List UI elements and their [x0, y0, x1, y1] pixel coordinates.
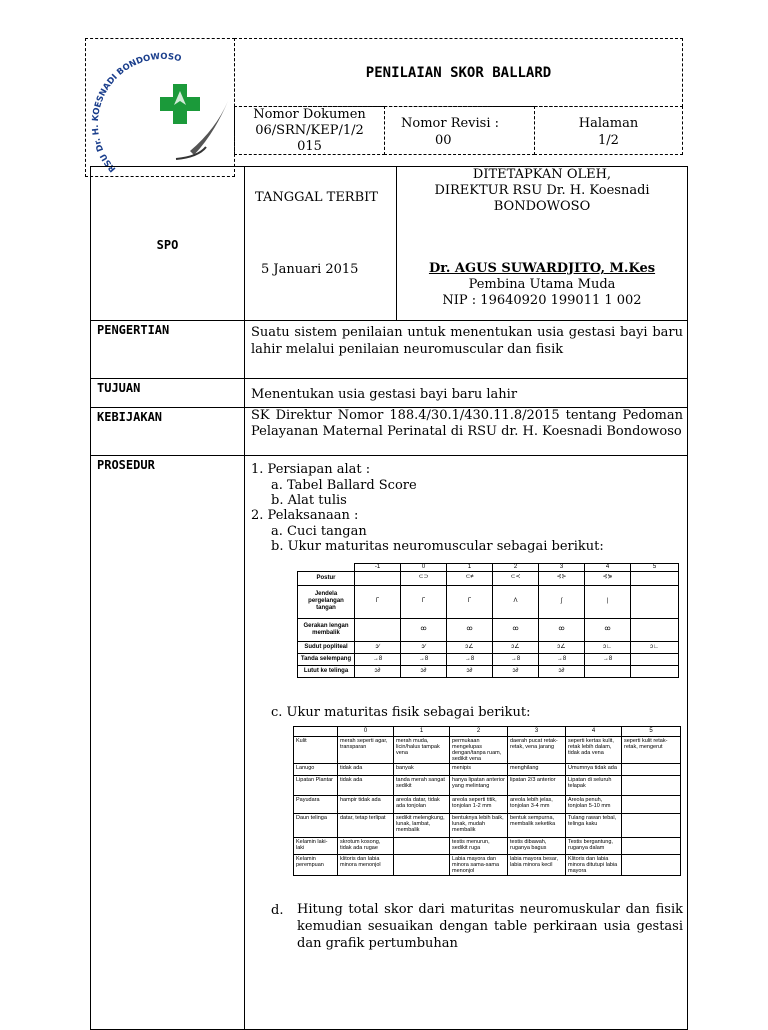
- fs-cell: [622, 814, 681, 838]
- fs-row-label: Kulit: [294, 737, 338, 764]
- popliteal-angle-icon: ↄ∕: [375, 643, 380, 650]
- arm-recoil-icon: ꝏ: [420, 626, 427, 633]
- doc-number-value-1: 06/SRN/KEP/1/2: [255, 123, 364, 138]
- fs-score-col: 5: [622, 727, 681, 737]
- wrist-angle-icon: Γ: [467, 598, 472, 605]
- heel-to-ear-icon: ↄ∂: [558, 667, 565, 674]
- tanggal-value: 5 Januari 2015: [261, 262, 359, 277]
- tujuan-text: Menentukan usia gestasi bayi baru lahir: [251, 387, 518, 402]
- scarf-sign-icon: →8: [602, 655, 613, 662]
- fs-cell: [622, 764, 681, 776]
- fs-cell: [622, 838, 681, 855]
- heel-to-ear-icon: ↄ∂: [512, 667, 519, 674]
- fs-cell: testis dibawah, ruganya bagus: [508, 838, 566, 855]
- kebijakan-label: KEBIJAKAN: [97, 410, 163, 424]
- fs-row-payudara: [294, 796, 681, 814]
- pengertian-label: PENGERTIAN: [97, 323, 170, 337]
- fs-cell: bentuknya lebih baik, lunak, mudah membalik: [450, 814, 508, 838]
- nm-row-lutut: [298, 665, 679, 677]
- fs-score-col: 4: [566, 727, 622, 737]
- nm-score-col: -1: [355, 564, 401, 572]
- arm-recoil-icon: ꝏ: [604, 626, 611, 633]
- fs-row-lanugo: [294, 764, 681, 776]
- prosedur-item-1a: a. Tabel Ballard Score: [271, 478, 417, 493]
- fs-row-plantar: [294, 776, 681, 796]
- revision-label: Nomor Revisi :: [401, 116, 500, 131]
- nm-row-postur: [298, 572, 679, 586]
- page-value: 1/2: [598, 133, 619, 148]
- fs-cell: Lipatan di seluruh telapak: [566, 776, 622, 796]
- fs-cell: seperti kulit retak-retak, mengerut: [622, 737, 681, 764]
- heel-to-ear-icon: ↄ∂: [420, 667, 427, 674]
- popliteal-angle-icon: ↄ∕: [421, 643, 426, 650]
- fs-row-label: Daun telinga: [294, 814, 338, 838]
- prosedur-label: PROSEDUR: [97, 458, 155, 472]
- prosedur-item-2c: c. Ukur maturitas fisik sebagai berikut:: [271, 705, 531, 720]
- infant-posture-icon: ⊂⊃: [418, 574, 429, 581]
- heel-to-ear-icon: ↄ∂: [466, 667, 473, 674]
- tujuan-text-cell: [244, 378, 688, 408]
- ditetapkan-line-2: DIREKTUR RSU Dr. H. Koesnadi: [434, 183, 650, 198]
- nm-score-col: 0: [401, 564, 447, 572]
- fs-cell: tanda merah sangat sedikit: [394, 776, 450, 796]
- fs-row-label: Payudara: [294, 796, 338, 814]
- ditetapkan-line-3: BONDOWOSO: [493, 199, 591, 214]
- infant-posture-icon: ⊂≺: [510, 574, 521, 581]
- fs-cell: tidak ada: [338, 764, 394, 776]
- fs-cell: tidak ada: [338, 776, 394, 796]
- fs-cell: bentuk sempurna, membalik seketika: [508, 814, 566, 838]
- nm-row-label: Lutut ke telinga: [298, 665, 355, 677]
- fs-cell: testis menurun, sedikit ruga: [450, 838, 508, 855]
- nm-score-col: 3: [539, 564, 585, 572]
- fs-cell: Labia mayora dan minora sama-sama menonjol: [450, 855, 508, 876]
- fs-cell: banyak: [394, 764, 450, 776]
- popliteal-angle-icon: ↄ∟: [603, 643, 612, 650]
- nm-row-lengan: [298, 618, 679, 641]
- scarf-sign-icon: →8: [510, 655, 521, 662]
- wrist-angle-icon: |: [606, 598, 609, 605]
- wrist-angle-icon: ʃ: [560, 598, 563, 605]
- signer-nip: NIP : 19640920 199011 1 002: [442, 293, 642, 308]
- fs-cell: [394, 838, 450, 855]
- fs-cell: areola seperti titik, tonjolan 1-2 mm: [450, 796, 508, 814]
- fs-row-perempuan: [294, 855, 681, 876]
- tanggal-cell: [244, 166, 397, 321]
- prosedur-item-1b: b. Alat tulis: [271, 493, 347, 508]
- prosedur-item-1: 1. Persiapan alat :: [251, 462, 371, 477]
- fs-cell: merah seperti agar, transparan: [338, 737, 394, 764]
- infant-posture-icon: ⊰⋟: [602, 574, 613, 581]
- fs-score-col: 0: [338, 727, 394, 737]
- fs-row-kulit: [294, 737, 681, 764]
- physical-maturity-table: [293, 726, 680, 874]
- prosedur-item-2d-marker: d.: [271, 903, 284, 918]
- wrist-angle-icon: Γ: [421, 598, 426, 605]
- popliteal-angle-icon: ↄ∠: [465, 643, 474, 650]
- fs-cell: hanya lipatan anterior yang melintang: [450, 776, 508, 796]
- infant-posture-icon: ⊂≠: [465, 574, 474, 581]
- fs-cell: Testis bergantung, ruganya dalam: [566, 838, 622, 855]
- scarf-sign-icon: →8: [372, 655, 383, 662]
- fs-row-label: Kelamin perempuan: [294, 855, 338, 876]
- fs-cell: klitoris dan labia minora menonjol: [338, 855, 394, 876]
- page-label: Halaman: [578, 116, 639, 131]
- prosedur-item-2: 2. Pelaksanaan :: [251, 508, 359, 523]
- revision-cell: [384, 106, 535, 155]
- kebijakan-text-cell: [244, 407, 688, 456]
- kebijakan-text: SK Direktur Nomor 188.4/30.1/430.11.8/2015 tentang Pedoman Pelayanan Maternal Perinatal di RSU dr. H. Koesnadi Bondowoso: [251, 408, 683, 439]
- nm-row-label: Gerakan lengan membalik: [298, 618, 355, 641]
- fs-cell: permukaan mengelupas dengan/tanpa ruam, sedikit vena: [450, 737, 508, 764]
- nm-row-label: Sudut popliteal: [298, 641, 355, 653]
- fs-cell: daerah pucat retak-retak, vena jarang: [508, 737, 566, 764]
- heel-to-ear-icon: ↄ∂: [374, 667, 381, 674]
- fs-cell: [622, 796, 681, 814]
- scarf-sign-icon: →8: [556, 655, 567, 662]
- scarf-sign-icon: →8: [418, 655, 429, 662]
- nm-score-col: 1: [447, 564, 493, 572]
- fs-cell: hampir tidak ada: [338, 796, 394, 814]
- fs-score-col: 1: [394, 727, 450, 737]
- fs-cell: labia mayora besar, labia minora kecil: [508, 855, 566, 876]
- prosedur-item-2b: b. Ukur maturitas neuromuscular sebagai berikut:: [271, 539, 604, 554]
- tujuan-label-cell: [90, 378, 245, 408]
- logo-text-ring: [86, 39, 234, 176]
- fs-cell: lipatan 2/3 anterior: [508, 776, 566, 796]
- ditetapkan-line-1: DITETAPKAN OLEH,: [472, 167, 612, 182]
- prosedur-item-2a: a. Cuci tangan: [271, 524, 367, 539]
- nm-row-selempang: [298, 653, 679, 665]
- fs-cell: [622, 776, 681, 796]
- wrist-angle-icon: Λ: [513, 598, 518, 605]
- nm-row-jendela: [298, 585, 679, 618]
- fs-cell: menghilang: [508, 764, 566, 776]
- nm-row-label: Postur: [298, 572, 355, 586]
- fs-cell: datar, tetap terlipat: [338, 814, 394, 838]
- prosedur-label-cell: [90, 455, 245, 1030]
- scarf-sign-icon: →8: [464, 655, 475, 662]
- prosedur-item-2d-text: Hitung total skor dari maturitas neuromuskular dan fisik kemudian sesuaikan dengan table perkiraan usia gestasi dan grafik pertumbuhan: [297, 902, 683, 951]
- fs-row-telinga: [294, 814, 681, 838]
- pengertian-label-cell: [90, 320, 245, 379]
- fs-cell: [622, 855, 681, 876]
- fs-cell: areola lebih jelas, tonjolan 3-4 mm: [508, 796, 566, 814]
- title-cell: [234, 38, 683, 107]
- signer-rank: Pembina Utama Muda: [468, 277, 616, 292]
- wrist-angle-icon: Γ: [375, 598, 380, 605]
- fs-row-label: Kelamin laki-laki: [294, 838, 338, 855]
- logo-text: RSU Dr. H. KOESNADI BONDOWOSO: [90, 51, 183, 174]
- doc-number-value-2: 015: [297, 139, 322, 154]
- spo-label: SPO: [156, 238, 179, 252]
- spo-label-cell: [90, 166, 245, 321]
- kebijakan-label-cell: [90, 407, 245, 456]
- fs-cell: Umumnya tidak ada: [566, 764, 622, 776]
- prosedur-content-cell: [244, 455, 688, 1030]
- nm-score-col: 2: [493, 564, 539, 572]
- nm-score-col: 4: [585, 564, 631, 572]
- pengertian-text-cell: [244, 320, 688, 379]
- nm-row-popliteal: [298, 641, 679, 653]
- doc-number-cell: [234, 106, 385, 155]
- fs-cell: sedikit melengkung, lunak, lambat, membalik: [394, 814, 450, 838]
- fs-cell: [394, 855, 450, 876]
- fs-cell: merah muda, licin/halus tampak vena: [394, 737, 450, 764]
- fs-cell: seperti kertas kulit, retak lebih dalam, tidak ada vena: [566, 737, 622, 764]
- arm-recoil-icon: ꝏ: [512, 626, 519, 633]
- popliteal-angle-icon: ↄ∠: [511, 643, 520, 650]
- fs-cell: Areola penuh, tonjolan 5-10 mm: [566, 796, 622, 814]
- revision-value: 00: [435, 133, 452, 148]
- pengertian-text: Suatu sistem penilaian untuk menentukan usia gestasi bayi baru lahir melalui penilaian neuromuscular dan fisik: [251, 325, 683, 357]
- fs-score-col: 3: [508, 727, 566, 737]
- signer-name: Dr. AGUS SUWARDJITO, M.Kes: [428, 261, 656, 276]
- nm-row-label: Tanda selempang: [298, 653, 355, 665]
- fs-cell: menipis: [450, 764, 508, 776]
- popliteal-angle-icon: ↄ∟: [650, 643, 659, 650]
- fs-row-label: Lipatan Plantar: [294, 776, 338, 796]
- popliteal-angle-icon: ↄ∠: [557, 643, 566, 650]
- arm-recoil-icon: ꝏ: [558, 626, 565, 633]
- ditetapkan-cell: [396, 166, 688, 321]
- infant-posture-icon: ⊰⊱: [556, 574, 567, 581]
- doc-number-label: Nomor Dokumen: [253, 107, 366, 122]
- page-title: PENILAIAN SKOR BALLARD: [365, 65, 552, 81]
- logo-cell: [85, 38, 235, 177]
- fs-row-label: Lanugo: [294, 764, 338, 776]
- nm-row-label: Jendela pergelangan tangan: [298, 585, 355, 618]
- fs-cell: Klitoris dan labia minora ditutupi labia mayora: [566, 855, 622, 876]
- fs-cell: Tulang rawan tebal, telinga kaku: [566, 814, 622, 838]
- page-number-cell: [534, 106, 683, 155]
- fs-score-col: 2: [450, 727, 508, 737]
- neuromuscular-table: [297, 563, 678, 678]
- tujuan-label: TUJUAN: [97, 381, 141, 395]
- arm-recoil-icon: ꝏ: [466, 626, 473, 633]
- fs-row-laki: [294, 838, 681, 855]
- fs-cell: areola datar, tidak ada tonjolan: [394, 796, 450, 814]
- nm-score-col: 5: [631, 564, 679, 572]
- fs-cell: skrotum kosong, tidak ada rugae: [338, 838, 394, 855]
- tanggal-label: TANGGAL TERBIT: [255, 190, 378, 205]
